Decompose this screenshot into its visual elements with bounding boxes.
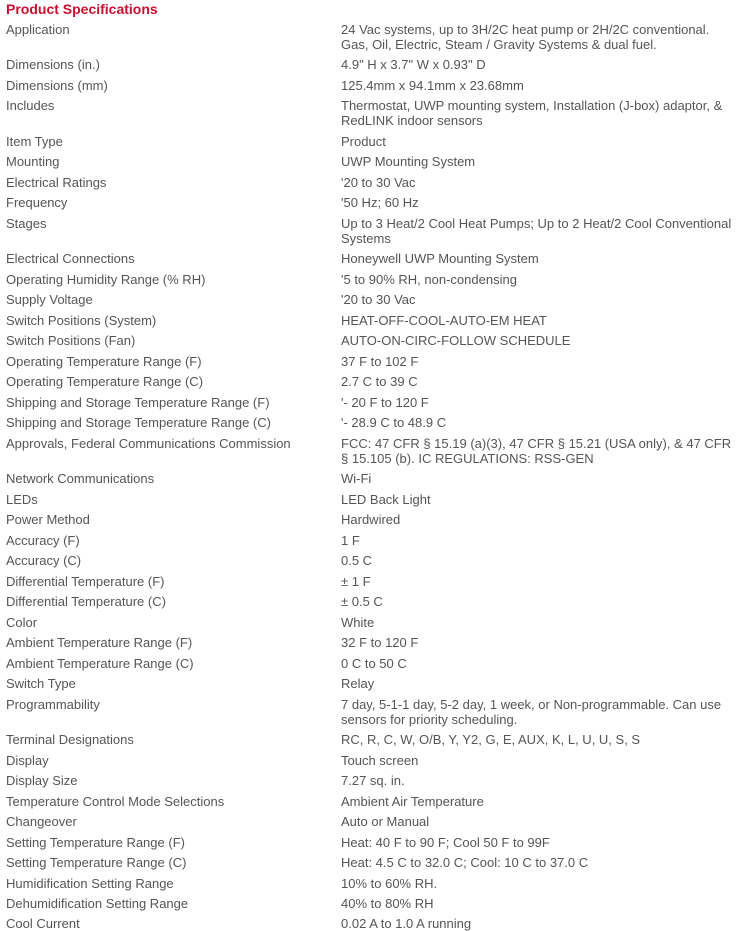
spec-label: Application [6,22,70,37]
spec-value: 0.5 C [341,553,373,568]
spec-value: Up to 3 Heat/2 Cool Heat Pumps; Up to 2 Heat/2 Cool Conventional Systems [341,216,732,246]
spec-value: 2.7 C to 39 C [341,374,418,389]
spec-value: '20 to 30 Vac [341,175,416,190]
spec-value: Ambient Air Temperature [341,794,484,809]
spec-label: Accuracy (F) [6,533,80,548]
spec-row [6,697,732,727]
spec-label: Operating Temperature Range (F) [6,354,202,369]
spec-row [6,415,732,430]
spec-row [6,292,732,307]
spec-label: Programmability [6,697,100,712]
spec-value: LED Back Light [341,492,431,507]
spec-row [6,154,732,169]
spec-value: 4.9" H x 3.7" W x 0.93" D [341,57,486,72]
spec-row [6,272,732,287]
spec-label: Item Type [6,134,63,149]
spec-row [6,216,732,246]
spec-value: 7.27 sq. in. [341,773,405,788]
spec-row [6,773,732,788]
spec-label: Accuracy (C) [6,553,82,568]
spec-row [6,471,732,486]
spec-row [6,57,732,72]
spec-row [6,374,732,389]
spec-row [6,855,732,870]
spec-row [6,98,732,128]
spec-value: ± 0.5 C [341,594,383,609]
spec-value: Hardwired [341,512,401,527]
spec-value: 37 F to 102 F [341,354,419,369]
spec-row [6,533,732,548]
spec-value: '- 20 F to 120 F [341,395,429,410]
spec-label: Electrical Ratings [6,175,107,190]
spec-value: Honeywell UWP Mounting System [341,251,539,266]
spec-row [6,195,732,210]
spec-label: Dehumidification Setting Range [6,896,189,911]
spec-label: Display [6,753,49,768]
spec-row [6,22,732,52]
spec-row [6,492,732,507]
spec-row [6,574,732,589]
spec-row [6,896,732,911]
spec-value: Product [341,134,386,149]
spec-label: Approvals, Federal Communications Commission [6,436,291,451]
spec-label: Operating Temperature Range (C) [6,374,204,389]
spec-label: Terminal Designations [6,732,134,747]
spec-row [6,251,732,266]
spec-label: Setting Temperature Range (C) [6,855,187,870]
spec-label: Network Communications [6,471,155,486]
spec-label: Changeover [6,814,77,829]
spec-label: Operating Humidity Range (% RH) [6,272,206,287]
spec-row [6,594,732,609]
spec-value: 32 F to 120 F [341,635,419,650]
spec-label: Supply Voltage [6,292,93,307]
spec-row [6,835,732,850]
spec-row [6,436,732,466]
spec-row [6,814,732,829]
spec-row [6,753,732,768]
spec-value: 7 day, 5-1-1 day, 5-2 day, 1 week, or Non-programmable. Can use sensors for priority scheduling. [341,697,722,727]
spec-value: 0 C to 50 C [341,656,407,671]
spec-value: RC, R, C, W, O/B, Y, Y2, G, E, AUX, K, L, U, U, S, S [341,732,641,747]
spec-label: LEDs [6,492,38,507]
spec-label: Electrical Connections [6,251,135,266]
spec-label: Mounting [6,154,60,169]
spec-label: Differential Temperature (F) [6,574,165,589]
spec-row [6,333,732,348]
spec-label: Dimensions (mm) [6,78,108,93]
spec-value: Auto or Manual [341,814,430,829]
spec-label: Ambient Temperature Range (F) [6,635,193,650]
spec-value: 10% to 60% RH. [341,876,438,891]
spec-value: UWP Mounting System [341,154,476,169]
spec-value: 24 Vac systems, up to 3H/2C heat pump or 2H/2C conventional. Gas, Oil, Electric, Steam / Gravity Systems & dual fuel. [341,22,710,52]
spec-row [6,876,732,891]
spec-label: Includes [6,98,55,113]
spec-value: 1 F [341,533,360,548]
spec-row [6,134,732,149]
spec-value: HEAT-OFF-COOL-AUTO-EM HEAT [341,313,547,328]
spec-value: 125.4mm x 94.1mm x 23.68mm [341,78,524,93]
spec-value: Heat: 4.5 C to 32.0 C; Cool: 10 C to 37.0 C [341,855,589,870]
spec-value: '- 28.9 C to 48.9 C [341,415,447,430]
spec-row [6,354,732,369]
spec-label: Stages [6,216,47,231]
spec-label: Color [6,615,38,630]
spec-row [6,615,732,630]
spec-value: '5 to 90% RH, non-condensing [341,272,517,287]
spec-label: Differential Temperature (C) [6,594,166,609]
spec-label: Humidification Setting Range [6,876,174,891]
spec-value: Thermostat, UWP mounting system, Installation (J-box) adaptor, & RedLINK indoor sensors [341,98,723,128]
spec-row [6,78,732,93]
spec-label: Frequency [6,195,68,210]
spec-row [6,553,732,568]
spec-row [6,512,732,527]
spec-row [6,676,732,691]
spec-value: '50 Hz; 60 Hz [341,195,419,210]
spec-label: Shipping and Storage Temperature Range (F) [6,395,270,410]
spec-value: AUTO-ON-CIRC-FOLLOW SCHEDULE [341,333,571,348]
spec-value: Relay [341,676,375,691]
spec-label: Ambient Temperature Range (C) [6,656,194,671]
spec-value: FCC: 47 CFR § 15.19 (a)(3), 47 CFR § 15.21 (USA only), & 47 CFR § 15.105 (b). IC REGULATIONS: RSS-GEN [341,436,732,466]
spec-row [6,794,732,809]
spec-label: Dimensions (in.) [6,57,100,72]
spec-value: ± 1 F [341,574,371,589]
spec-value: 0.02 A to 1.0 A running [341,916,472,931]
spec-row [6,313,732,328]
spec-label: Power Method [6,512,90,527]
spec-label: Cool Current [6,916,80,931]
spec-value: White [341,615,375,630]
spec-value: Touch screen [341,753,419,768]
spec-value: 40% to 80% RH [341,896,434,911]
spec-label: Switch Positions (System) [6,313,157,328]
spec-row [6,395,732,410]
spec-label: Temperature Control Mode Selections [6,794,225,809]
spec-label: Setting Temperature Range (F) [6,835,185,850]
spec-value: Wi-Fi [341,471,372,486]
spec-label: Switch Positions (Fan) [6,333,136,348]
spec-label: Switch Type [6,676,76,691]
spec-row [6,175,732,190]
section-title: Product Specifications [6,1,158,17]
spec-row [6,656,732,671]
spec-row [6,635,732,650]
spec-value: Heat: 40 F to 90 F; Cool 50 F to 99F [341,835,550,850]
spec-label: Display Size [6,773,78,788]
spec-value: '20 to 30 Vac [341,292,416,307]
spec-row [6,732,732,747]
spec-label: Shipping and Storage Temperature Range (C) [6,415,271,430]
